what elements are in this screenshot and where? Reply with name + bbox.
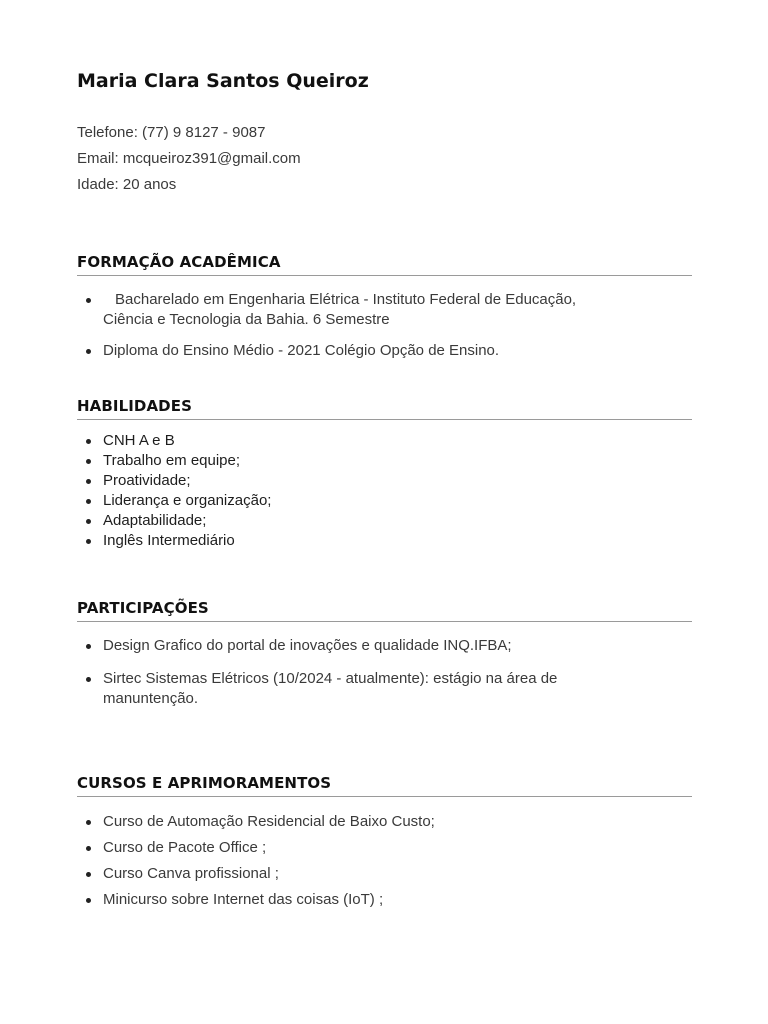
list-item-skill <box>103 471 683 491</box>
list-item-text: Inglês Intermediário <box>103 532 235 549</box>
list-item-course <box>103 812 683 832</box>
list-item-text: Liderança e organização; <box>103 492 272 509</box>
bullet-icon <box>86 898 91 903</box>
list-item-participation <box>103 669 683 709</box>
list-item-text: Trabalho em equipe; <box>103 452 241 469</box>
list-item-text: Minicurso sobre Internet das coisas (IoT) ; <box>103 891 384 908</box>
list-item-text: Adaptabilidade; <box>103 512 207 529</box>
list-item-text: Curso Canva profissional ; <box>103 865 279 882</box>
list-item-text: Proatividade; <box>103 472 191 489</box>
bullet-icon <box>86 499 91 504</box>
list-item-text: manuntenção. <box>103 690 199 707</box>
section-title-skills: HABILIDADES <box>77 397 692 420</box>
section-title-education: FORMAÇÃO ACADÊMICA <box>77 253 692 276</box>
list-item-text: Bacharelado em Engenharia Elétrica - Instituto Federal de Educação, <box>115 291 577 308</box>
bullet-icon <box>86 644 91 649</box>
list-item-participation <box>103 636 683 656</box>
bullet-icon <box>86 439 91 444</box>
list-item-text: CNH A e B <box>103 432 175 449</box>
bullet-icon <box>86 872 91 877</box>
bullet-icon <box>86 677 91 682</box>
list-item-skill <box>103 451 683 471</box>
list-item-text: Curso de Pacote Office ; <box>103 839 267 856</box>
list-item-text: Diploma do Ensino Médio - 2021 Colégio Opção de Ensino. <box>103 342 500 359</box>
bullet-icon <box>86 519 91 524</box>
bullet-icon <box>86 846 91 851</box>
bullet-icon <box>86 349 91 354</box>
bullet-icon <box>86 479 91 484</box>
contact-email: Email: mcqueiroz391@gmail.com <box>77 150 301 167</box>
list-item-education <box>103 341 683 361</box>
list-item-text: Design Grafico do portal de inovações e qualidade INQ.IFBA; <box>103 637 512 654</box>
list-item-text: Curso de Automação Residencial de Baixo Custo; <box>103 813 435 830</box>
candidate-name: Maria Clara Santos Queiroz <box>77 70 369 92</box>
list-item-text: Ciência e Tecnologia da Bahia. 6 Semestre <box>103 311 390 328</box>
list-item-education <box>103 290 683 330</box>
section-title-courses: CURSOS E APRIMORAMENTOS <box>77 774 692 797</box>
list-item-text: Sirtec Sistemas Elétricos (10/2024 - atualmente): estágio na área de <box>103 670 558 687</box>
list-item-course <box>103 838 683 858</box>
bullet-icon <box>86 298 91 303</box>
bullet-icon <box>86 459 91 464</box>
list-item-skill <box>103 431 683 451</box>
list-item-skill <box>103 511 683 531</box>
bullet-icon <box>86 539 91 544</box>
list-item-course <box>103 890 683 910</box>
bullet-icon <box>86 820 91 825</box>
list-item-skill <box>103 531 683 551</box>
section-title-participations: PARTICIPAÇÕES <box>77 599 692 622</box>
contact-age: Idade: 20 anos <box>77 176 177 193</box>
contact-phone: Telefone: (77) 9 8127 - 9087 <box>77 124 266 141</box>
list-item-course <box>103 864 683 884</box>
list-item-skill <box>103 491 683 511</box>
